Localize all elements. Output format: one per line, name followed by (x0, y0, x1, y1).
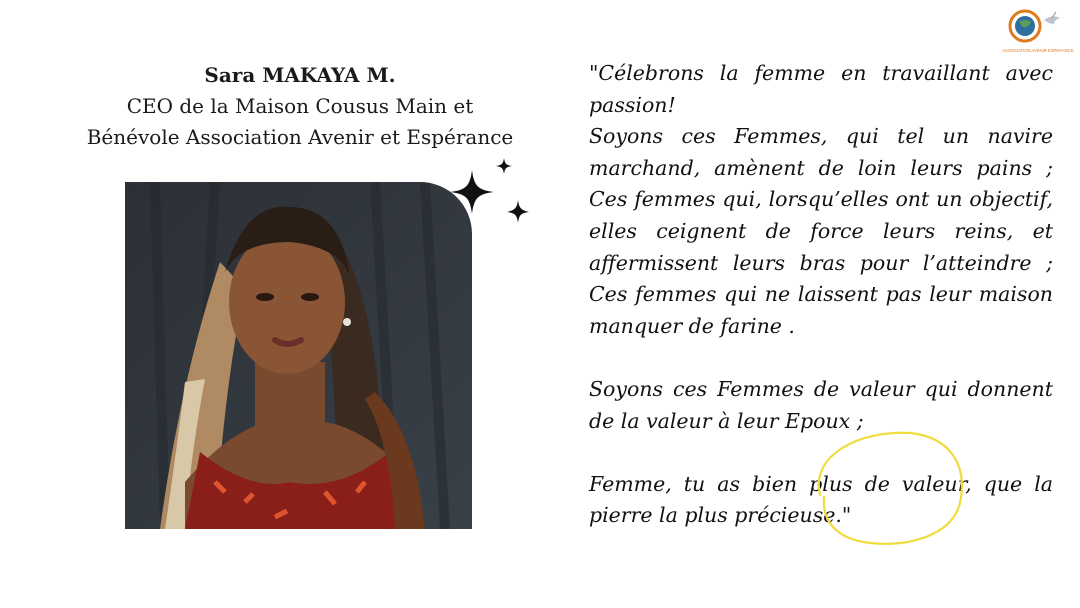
quote-text (589, 58, 1053, 532)
association-logo (1000, 4, 1076, 56)
quote-paragraph-4: Femme, tu as bien plus de valeur, que la pierre la plus précieuse." (589, 471, 1053, 528)
logo-caption: ASSOCIATION AVENIR ESPERANCE (1002, 48, 1074, 53)
speaker-role-line1: CEO de la Maison Cousus Main et (126, 94, 474, 118)
speaker-header (40, 60, 560, 153)
quote-paragraph-2: Soyons ces Femmes, qui tel un navire marchand, amènent de loin leurs pains ; Ces femmes qui, lorsqu’elles ont un objectif, elles ceignent de force leurs reins, et affermissent leurs bras pour l’atteindre ; Ces femmes qui ne laissent pas leur maison manquer de farine . (589, 124, 1053, 338)
speaker-name: Sara MAKAYA M. (204, 63, 396, 87)
paragraph-spacer (589, 437, 1053, 469)
quote-paragraph-3: Soyons ces Femmes de valeur qui donnent de la valeur à leur Epoux ; (589, 376, 1053, 433)
paragraph-spacer (589, 342, 1053, 374)
speaker-role-line2: Bénévole Association Avenir et Espérance (86, 125, 514, 149)
globe-dove-logo-icon (1000, 4, 1076, 56)
sparkles-icon (430, 150, 540, 240)
portrait-photo (125, 182, 472, 529)
quote-paragraph-1: "Célebrons la femme en travaillant avec passion! (589, 61, 1053, 117)
